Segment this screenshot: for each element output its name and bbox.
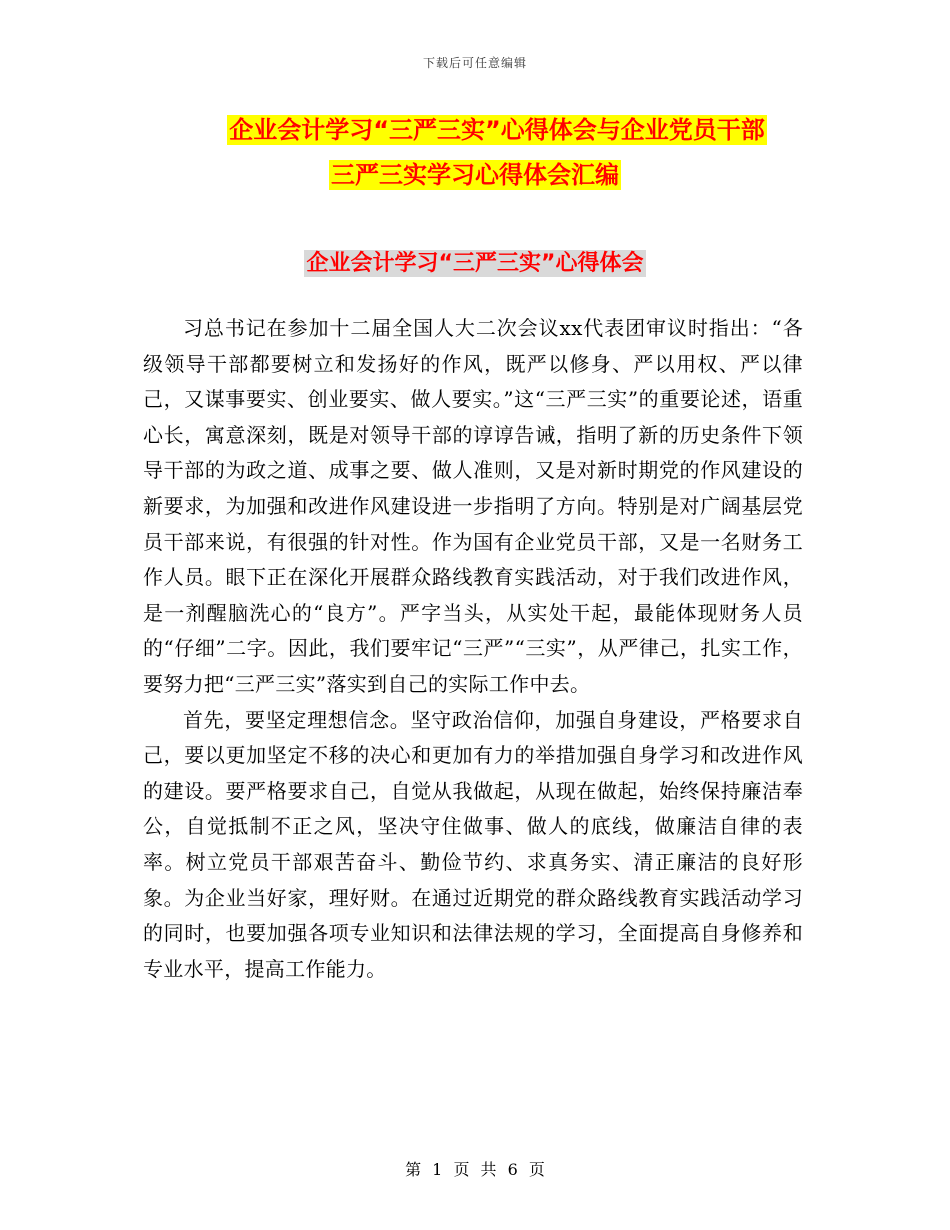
main-title-line-2-text: 三严三实学习心得体会汇编 — [331, 161, 619, 189]
paragraph-1: 习总书记在参加十二届全国人大二次会议xx代表团审议时指出：“各级领导干部都要树立和发扬好的作风，既严以修身、严以用权、严以律己，又谋事要实、创业要实、做人要实。”这“三严三实”的重要论述，语重心长，寓意深刻，既是对领导干部的谆谆告诫，指明了新的历史条件下领导干部的为政之道、成事之要、做人准则，又是对新时期党的作风建设的新要求，为加强和改进作风建设进一步指明了方向。特别是对广阔基层党员干部来说，有很强的针对性。作为国有企业党员干部，又是一名财务工作人员。眼下正在深化开展群众路线教育实践活动，对于我们改进作风，是一剂醒脑洗心的“良方”。严字当头，从实处干起，最能体现财务人员的“仔细”二字。因此，我们要牢记“三严”“三实”，从严律己，扎实工作，要努力把“三严三实”落实到自己的实际工作中去。 — [143, 316, 803, 696]
body-text — [143, 311, 803, 987]
section-title-text: 企业会计学习“三严三实”心得体会 — [304, 250, 647, 277]
main-title-line-1 — [0, 115, 950, 145]
main-title-line-1-text: 企业会计学习“三严三实”心得体会与企业党员干部 — [229, 116, 765, 144]
page-footer: 第 1 页 共 6 页 — [405, 1160, 545, 1179]
section-title — [0, 249, 950, 279]
paragraph-2: 首先，要坚定理想信念。坚守政治信仰，加强自身建设，严格要求自己，要以更加坚定不移的决心和更加有力的举措加强自身学习和改进作风的建设。要严格要求自己，自觉从我做起，从现在做起，始终保持廉洁奉公，自觉抵制不正之风，坚决守住做事、做人的底线，做廉洁自律的表率。树立党员干部艰苦奋斗、勤俭节约、求真务实、清正廉洁的良好形象。为企业当好家，理好财。在通过近期党的群众路线教育实践活动学习的同时，也要加强各项专业知识和法律法规的学习，全面提高自身修养和专业水平，提高工作能力。 — [143, 707, 803, 981]
header-note: 下载后可任意编辑 — [422, 56, 527, 70]
main-title-line-2 — [0, 160, 950, 190]
